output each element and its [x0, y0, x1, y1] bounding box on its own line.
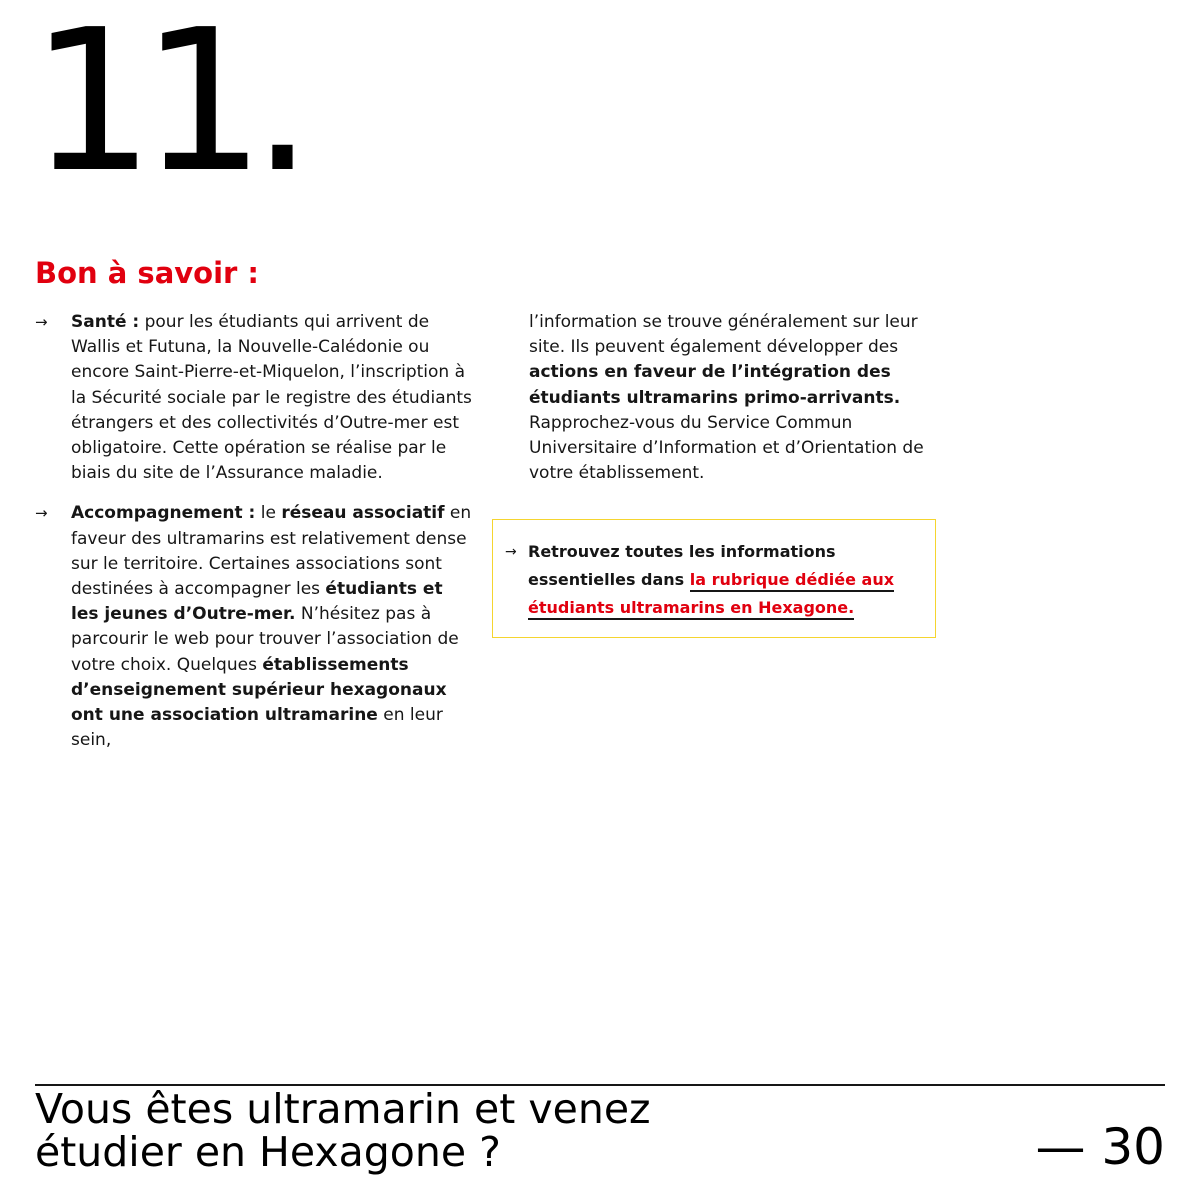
right-column	[529, 310, 949, 486]
info-box-item	[505, 538, 948, 622]
accompagnement-paragraph	[71, 501, 475, 753]
left-column	[35, 310, 475, 768]
sante-paragraph	[71, 310, 475, 486]
accompagnement-bold: réseau associatif	[281, 503, 445, 524]
accompagnement-text: en faveur des ultramarins est relativement dense sur le territoire. Certaines associations sont destinées à accompagner les	[71, 503, 472, 600]
arrow-right-icon: →	[35, 504, 48, 523]
footer-title	[35, 1085, 835, 1176]
list-item-accompagnement	[35, 501, 475, 753]
accompagnement-bold: établissements d’enseignement supérieur hexagonaux ont une association ultramarine	[71, 654, 447, 726]
arrow-right-icon: →	[505, 544, 517, 560]
accompagnement-text: le	[255, 503, 282, 524]
continuation-paragraph	[529, 310, 949, 486]
chapter-number: 11.	[30, 0, 300, 216]
continuation-bold: actions en faveur de l’intégration des étudiants ultramarins primo-arrivants.	[529, 362, 901, 408]
continuation-text: Rapprochez-vous du Service Commun Universitaire d’Information et d’Orientation de votre établissement.	[529, 412, 924, 484]
continuation-text: l’information se trouve généralement sur leur site. Ils peuvent également développer des	[529, 312, 918, 358]
footer-title-line: étudier en Hexagone ?	[35, 1128, 501, 1176]
info-box	[492, 519, 936, 638]
section-title: Bon à savoir :	[35, 256, 260, 290]
page-number: — 30	[1035, 1118, 1165, 1176]
list-item-sante	[35, 310, 475, 486]
rubrique-link[interactable]: la rubrique dédiée aux étudiants ultramarins en Hexagone.	[528, 570, 894, 620]
sante-text: pour les étudiants qui arrivent de Wallis et Futuna, la Nouvelle-Calédonie ou encore Saint-Pierre-et-Miquelon, l’inscription à la Sécurité sociale par le registre des étudiants étrangers et des collectivités d’Outre-mer est obligatoire. Cette opération se réalise par le biais du site de l’Assurance maladie.	[71, 312, 472, 484]
arrow-right-icon: →	[35, 313, 48, 331]
sante-label: Santé :	[71, 312, 140, 332]
accompagnement-label: Accompagnement :	[71, 503, 256, 524]
footer-title-line: Vous êtes ultramarin et venez	[35, 1085, 651, 1133]
accompagnement-text: N’hésitez pas à parcourir le web pour trouver l’association de votre choix. Quelques	[71, 604, 459, 675]
info-box-text: Retrouvez toutes les informations essentielles dans	[528, 542, 836, 589]
accompagnement-text: en leur sein,	[71, 705, 443, 751]
accompagnement-bold: étudiants et les jeunes d’Outre-mer.	[71, 579, 443, 625]
